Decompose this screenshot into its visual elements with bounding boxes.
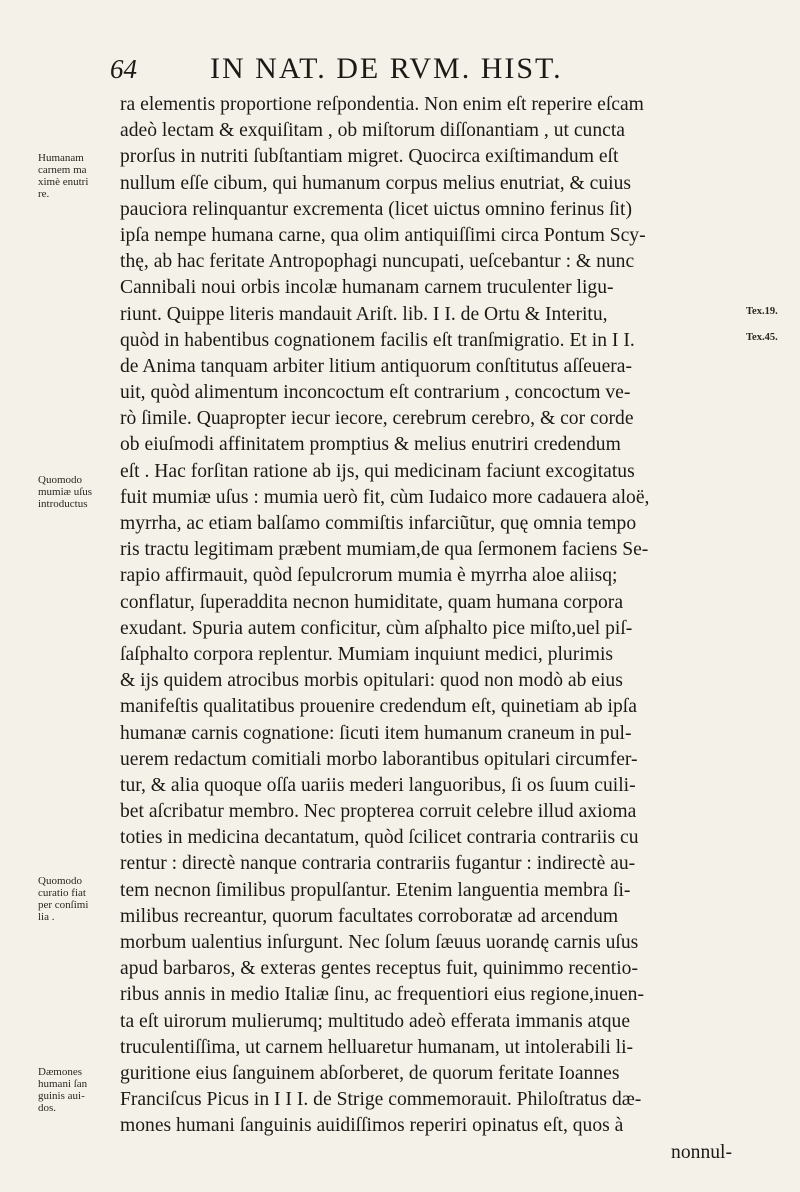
text-line: prorſus in nutriti ſubſtantiam migret. Quocirca exiſtimandum eſt [120,146,619,168]
text-line: fuit mumiæ uſus : mumia uerò fit, cùm Iudaico more cadauera aloë, [120,486,650,508]
text-line: manifeſtis qualitatibus prouenire credendum eſt, quinetiam ab ipſa [120,696,637,718]
text-line: exudant. Spuria autem conficitur, cùm aſphalto pice miſto,uel piſ- [120,617,633,639]
text-line: pauciora relinquantur excrementa (licet uictus omnino ferinus ſit) [120,198,632,220]
text-line: bet aſcribatur membro. Nec propterea corruit celebre illud axioma [120,801,637,823]
text-line: adeò lectam & exquiſitam , ob miſtorum diſſonantiam , ut cuncta [120,120,625,142]
text-line: milibus recreantur, quorum facultates corroboratæ ad arcendum [120,905,619,927]
text-line: ris tractu legitimam præbent mumiam,de qua ſermonem faciens Se- [120,539,649,561]
text-line: ipſa nempe humana carne, qua olim antiquiſſimi circa Pontum Scy- [120,224,646,246]
text-line: myrrha, ac etiam balſamo commiſtis infarciũtur, quę omnia tempo [120,513,637,534]
text-line: eſt . Hac forſitan ratione ab ijs, qui medicinam faciunt excogitatus [120,460,635,482]
reference-note-tex-45: Tex.45. [746,332,778,343]
text-line: Cannibali noui orbis incolæ humanam carnem truculenter ligu- [120,277,614,299]
text-line: morbum ualentius inſurgunt. Nec ſolum ſæuus uorandę carnis uſus [120,932,639,953]
text-line: mones humani ſanguinis auidiſſimos reperiri opinatus eſt, quos à [120,1115,624,1137]
text-line: & ijs quidem atrocibus morbis opitulari: quod non modò ab eius [120,670,623,692]
text-line: conflatur, ſuperaddita necnon humiditate, quam humana corpora [120,591,624,613]
text-line: humanæ carnis cognatione: ſicuti item humanum craneum in pul- [120,722,632,744]
text-line: thę, ab hac feritate Antropophagi nuncupati, ueſcebantur : & nunc [120,251,635,273]
text-line: ob eiuſmodi affinitatem promptius & melius enutriri credendum [120,434,621,456]
text-line: tur, & alia quoque oſſa uariis mederi languoribus, ſi os ſuum cuili- [120,774,636,796]
text-line: quòd in habentibus cognationem facilis eſt tranſmigratio. Et in I I. [120,329,635,351]
text-line: rapio affirmauit, quòd ſepulcrorum mumia è myrrha aloe aliisq; [120,565,618,587]
margin-note-curatio: Quomodo curatio fiat per conſimi lia . [38,875,89,923]
text-line: toties in medicina decantatum, quòd ſcilicet contraria contrariis cu [120,827,639,849]
text-line: tem necnon ſimilibus propulſantur. Etenim languentia membra ſi- [120,879,631,901]
catchword: nonnul- [671,1141,732,1163]
text-line: ribus annis in medio Italiæ ſinu, ac frequentiori eius regione,inuen- [120,984,644,1006]
page-number: 64 [110,54,137,84]
text-line: ta eſt uirorum mulierumq; multitudo adeò efferata immanis atque [120,1010,631,1032]
text-line: uit, quòd alimentum inconcoctum eſt contrarium , concoctum ve- [120,382,631,404]
text-line: truculentiſſima, ut carnem helluaretur humanam, ut intolerabili li- [120,1036,634,1058]
text-line: de Anima tanquam arbiter litium antiquorum conſtitutus aſſeuera- [120,355,633,377]
body-text [120,92,740,1166]
text-line: ſaſphalto corpora replentur. Mumiam inquiunt medici, plurimis [120,643,614,665]
reference-note-tex-19: Tex.19. [746,306,778,317]
text-line: Franciſcus Picus in I I I. de Strige commemorauit. Philoſtratus dæ- [120,1089,642,1111]
margin-note-mumiae-usus: Quomodo mumiæ uſus introductus [38,474,93,510]
running-title: IN NAT. DE RVM. HIST. [210,52,563,85]
text-line: rentur : directè nanque contraria contrariis fugantur : indirectè au- [120,853,636,875]
text-line: nullum eſſe cibum, qui humanum corpus melius enutriat, & cuius [120,172,631,194]
text-line: apud barbaros, & exteras gentes receptus fuit, quinimmo recentio- [120,958,638,980]
margin-note-humanam-carnem: Humanam carnem ma ximè enutri re. [38,152,89,200]
text-line: uerem redactum comitiali morbo laborantibus opitulari circumfer- [120,748,638,770]
margin-note-daemones: Dæmones humani ſan guinis aui- dos. [38,1066,88,1114]
text-line: riunt. Quippe literis mandauit Ariſt. lib. I I. de Ortu & Interitu, [120,303,608,325]
text-line: guritione eius ſanguinem abſorberet, de quorum feritate Ioannes [120,1062,620,1084]
page-header [110,52,670,92]
text-line: rò ſimile. Quapropter iecur iecore, cerebrum cerebro, & cor corde [120,408,634,430]
text-line: ra elementis proportione reſpondentia. Non enim eſt reperire eſcam [120,94,644,115]
